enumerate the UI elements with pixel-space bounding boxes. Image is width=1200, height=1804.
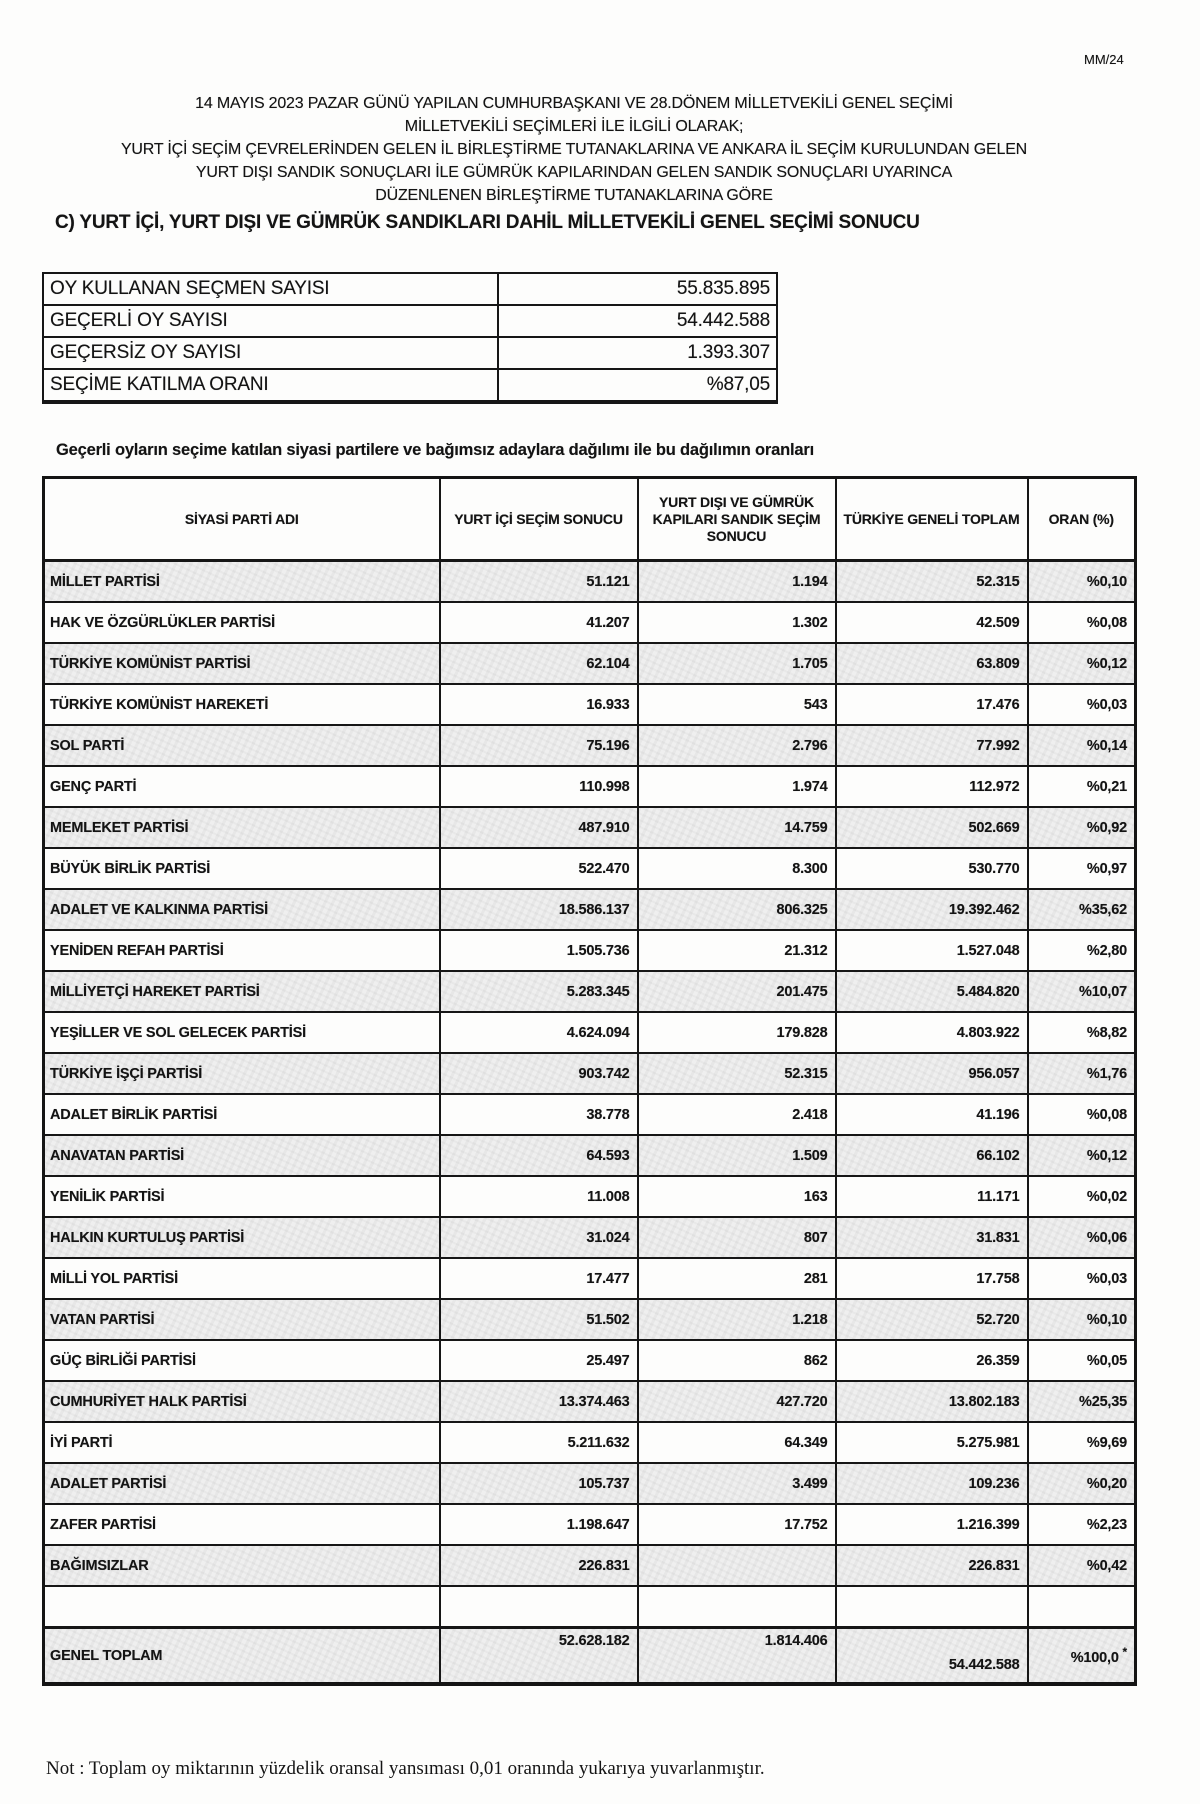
abroad-votes-cell: 14.759: [638, 807, 836, 848]
table-row: [44, 1094, 1136, 1135]
vote-share-cell: %0,12: [1028, 1135, 1136, 1176]
abroad-votes-cell: 17.752: [638, 1504, 836, 1545]
table-row: [44, 684, 1136, 725]
summary-row: [43, 305, 777, 337]
table-row: [44, 1053, 1136, 1094]
domestic-votes-cell: 18.586.137: [440, 889, 638, 930]
table-row: [44, 1217, 1136, 1258]
vote-share-cell: %0,21: [1028, 766, 1136, 807]
abroad-votes-cell: 1.705: [638, 643, 836, 684]
header-line: MİLLETVEKİLİ SEÇİMLERİ İLE İLGİLİ OLARAK;: [404, 118, 744, 135]
vote-share-cell: %0,42: [1028, 1545, 1136, 1586]
total-votes-cell: 1.527.048: [836, 930, 1028, 971]
vote-share-cell: %0,14: [1028, 725, 1136, 766]
section-c-title: C) YURT İÇİ, YURT DIŞI VE GÜMRÜK SANDIKLARI DAHİL MİLLETVEKİLİ GENEL SEÇİMİ SONUCU: [55, 212, 920, 233]
party-name-cell: MEMLEKET PARTİSİ: [44, 807, 440, 848]
domestic-votes-cell: 62.104: [440, 643, 638, 684]
grand-total-total: 54.442.588: [836, 1628, 1028, 1685]
domestic-votes-cell: 41.207: [440, 602, 638, 643]
total-votes-cell: 66.102: [836, 1135, 1028, 1176]
total-votes-cell: 52.720: [836, 1299, 1028, 1340]
empty-cell: [1028, 1586, 1136, 1628]
summary-row-label: GEÇERSİZ OY SAYISI: [43, 337, 498, 369]
party-name-cell: MİLLİ YOL PARTİSİ: [44, 1258, 440, 1299]
total-votes-cell: 19.392.462: [836, 889, 1028, 930]
table-row: [44, 1545, 1136, 1586]
abroad-votes-cell: 2.796: [638, 725, 836, 766]
vote-share-cell: %0,10: [1028, 561, 1136, 603]
domestic-votes-cell: 38.778: [440, 1094, 638, 1135]
domestic-votes-cell: 487.910: [440, 807, 638, 848]
grand-total-row: [44, 1628, 1136, 1685]
party-name-cell: SOL PARTİ: [44, 725, 440, 766]
grand-total-abroad: 1.814.406: [638, 1628, 836, 1685]
summary-row-label: SEÇİME KATILMA ORANI: [43, 369, 498, 402]
total-votes-cell: 63.809: [836, 643, 1028, 684]
summary-row: [43, 337, 777, 369]
vote-share-cell: %0,97: [1028, 848, 1136, 889]
abroad-votes-cell: 1.974: [638, 766, 836, 807]
party-name-cell: GENÇ PARTİ: [44, 766, 440, 807]
table-row: [44, 1463, 1136, 1504]
vote-share-cell: %0,92: [1028, 807, 1136, 848]
party-name-cell: TÜRKİYE KOMÜNİST HAREKETİ: [44, 684, 440, 725]
domestic-votes-cell: 16.933: [440, 684, 638, 725]
domestic-votes-cell: 64.593: [440, 1135, 638, 1176]
summary-row-value: 54.442.588: [498, 305, 777, 337]
total-votes-cell: 502.669: [836, 807, 1028, 848]
header-line: YURT İÇİ SEÇİM ÇEVRELERİNDEN GELEN İL BİRLEŞTİRME TUTANAKLARINA VE ANKARA İL SEÇİM KURULUNDAN GELEN: [120, 141, 1028, 158]
total-votes-cell: 226.831: [836, 1545, 1028, 1586]
total-votes-cell: 17.476: [836, 684, 1028, 725]
form-code: MM/24: [1084, 52, 1124, 67]
party-name-cell: HAK VE ÖZGÜRLÜKLER PARTİSİ: [44, 602, 440, 643]
abroad-votes-cell: [638, 1545, 836, 1586]
total-votes-cell: 13.802.183: [836, 1381, 1028, 1422]
footnote: Not : Toplam oy miktarının yüzdelik oransal yansıması 0,01 oranında yukarıya yuvarlanmıştır.: [46, 1758, 765, 1779]
domestic-votes-cell: 110.998: [440, 766, 638, 807]
vote-share-cell: %1,76: [1028, 1053, 1136, 1094]
header-line: DÜZENLENEN BİRLEŞTİRME TUTANAKLARINA GÖRE: [375, 187, 773, 204]
party-name-cell: GÜÇ BİRLİĞİ PARTİSİ: [44, 1340, 440, 1381]
column-header-party: SİYASİ PARTİ ADI: [44, 478, 440, 561]
table-row: [44, 848, 1136, 889]
empty-cell: [836, 1586, 1028, 1628]
total-votes-cell: 17.758: [836, 1258, 1028, 1299]
table-row: [44, 1381, 1136, 1422]
abroad-votes-cell: 52.315: [638, 1053, 836, 1094]
abroad-votes-cell: 8.300: [638, 848, 836, 889]
empty-cell: [440, 1586, 638, 1628]
total-votes-cell: 77.992: [836, 725, 1028, 766]
table-row: [44, 561, 1136, 603]
domestic-votes-cell: 11.008: [440, 1176, 638, 1217]
table-row: [44, 1340, 1136, 1381]
vote-share-cell: %0,03: [1028, 684, 1136, 725]
total-votes-cell: 956.057: [836, 1053, 1028, 1094]
party-name-cell: HALKIN KURTULUŞ PARTİSİ: [44, 1217, 440, 1258]
domestic-votes-cell: 25.497: [440, 1340, 638, 1381]
abroad-votes-cell: 1.218: [638, 1299, 836, 1340]
table-row: [44, 889, 1136, 930]
column-header-oran: ORAN (%): [1028, 478, 1136, 561]
party-name-cell: TÜRKİYE KOMÜNİST PARTİSİ: [44, 643, 440, 684]
results-table-head: [44, 478, 1136, 561]
domestic-votes-cell: 5.283.345: [440, 971, 638, 1012]
summary-row: [43, 273, 777, 305]
abroad-votes-cell: 427.720: [638, 1381, 836, 1422]
party-name-cell: İYİ PARTİ: [44, 1422, 440, 1463]
summary-row: [43, 369, 777, 402]
column-header-abroad: YURT DIŞI VE GÜMRÜK KAPILARI SANDIK SEÇİM SONUCU: [638, 478, 836, 561]
abroad-votes-cell: 1.194: [638, 561, 836, 603]
total-votes-cell: 52.315: [836, 561, 1028, 603]
abroad-votes-cell: 163: [638, 1176, 836, 1217]
abroad-votes-cell: 543: [638, 684, 836, 725]
table-row: [44, 1176, 1136, 1217]
vote-share-cell: %8,82: [1028, 1012, 1136, 1053]
vote-share-cell: %2,80: [1028, 930, 1136, 971]
table-row: [44, 807, 1136, 848]
table-row: [44, 766, 1136, 807]
vote-share-cell: %0,08: [1028, 1094, 1136, 1135]
table-row: [44, 930, 1136, 971]
summary-table-body: [43, 273, 777, 402]
grand-total-domestic: 52.628.182: [440, 1628, 638, 1685]
vote-share-cell: %0,20: [1028, 1463, 1136, 1504]
total-votes-cell: 26.359: [836, 1340, 1028, 1381]
header-line: 14 MAYIS 2023 PAZAR GÜNÜ YAPILAN CUMHURBAŞKANI VE 28.DÖNEM MİLLETVEKİLİ GENEL SEÇİMİ: [195, 95, 953, 112]
vote-share-cell: %35,62: [1028, 889, 1136, 930]
vote-share-cell: %0,08: [1028, 602, 1136, 643]
domestic-votes-cell: 1.198.647: [440, 1504, 638, 1545]
total-votes-cell: 109.236: [836, 1463, 1028, 1504]
vote-share-cell: %0,10: [1028, 1299, 1136, 1340]
summary-row-label: OY KULLANAN SEÇMEN SAYISI: [43, 273, 498, 305]
party-name-cell: ADALET BİRLİK PARTİSİ: [44, 1094, 440, 1135]
domestic-votes-cell: 4.624.094: [440, 1012, 638, 1053]
total-votes-cell: 42.509: [836, 602, 1028, 643]
document-header: [0, 92, 1148, 207]
column-header-total: TÜRKİYE GENELİ TOPLAM: [836, 478, 1028, 561]
vote-share-cell: %9,69: [1028, 1422, 1136, 1463]
summary-table: [42, 272, 778, 404]
domestic-votes-cell: 105.737: [440, 1463, 638, 1504]
vote-share-cell: %2,23: [1028, 1504, 1136, 1545]
party-name-cell: VATAN PARTİSİ: [44, 1299, 440, 1340]
empty-cell: [44, 1586, 440, 1628]
total-votes-cell: 31.831: [836, 1217, 1028, 1258]
domestic-votes-cell: 1.505.736: [440, 930, 638, 971]
party-name-cell: YEŞİLLER VE SOL GELECEK PARTİSİ: [44, 1012, 440, 1053]
abroad-votes-cell: 806.325: [638, 889, 836, 930]
abroad-votes-cell: 1.302: [638, 602, 836, 643]
total-votes-cell: 4.803.922: [836, 1012, 1028, 1053]
header-row: [44, 478, 1136, 561]
summary-row-value: %87,05: [498, 369, 777, 402]
summary-row-value: 55.835.895: [498, 273, 777, 305]
table-row: [44, 602, 1136, 643]
table-row: [44, 1258, 1136, 1299]
table-row: [44, 643, 1136, 684]
total-votes-cell: 530.770: [836, 848, 1028, 889]
total-votes-cell: 5.484.820: [836, 971, 1028, 1012]
total-votes-cell: 5.275.981: [836, 1422, 1028, 1463]
domestic-votes-cell: 51.121: [440, 561, 638, 603]
table-row: [44, 725, 1136, 766]
abroad-votes-cell: 3.499: [638, 1463, 836, 1504]
abroad-votes-cell: 1.509: [638, 1135, 836, 1176]
abroad-votes-cell: 2.418: [638, 1094, 836, 1135]
domestic-votes-cell: 17.477: [440, 1258, 638, 1299]
party-name-cell: ANAVATAN PARTİSİ: [44, 1135, 440, 1176]
total-votes-cell: 11.171: [836, 1176, 1028, 1217]
domestic-votes-cell: 75.196: [440, 725, 638, 766]
footnote-asterisk: *: [1122, 1645, 1127, 1660]
summary-row-value: 1.393.307: [498, 337, 777, 369]
domestic-votes-cell: 51.502: [440, 1299, 638, 1340]
abroad-votes-cell: 281: [638, 1258, 836, 1299]
party-name-cell: YENİDEN REFAH PARTİSİ: [44, 930, 440, 971]
domestic-votes-cell: 522.470: [440, 848, 638, 889]
summary-row-label: GEÇERLİ OY SAYISI: [43, 305, 498, 337]
total-votes-cell: 112.972: [836, 766, 1028, 807]
domestic-votes-cell: 226.831: [440, 1545, 638, 1586]
party-name-cell: MİLLET PARTİSİ: [44, 561, 440, 603]
vote-share-cell: %0,06: [1028, 1217, 1136, 1258]
header-line: YURT DIŞI SANDIK SONUÇLARI İLE GÜMRÜK KAPILARINDAN GELEN SANDIK SONUÇLARI UYARINCA: [195, 164, 953, 181]
vote-share-cell: %0,12: [1028, 643, 1136, 684]
column-header-domestic: YURT İÇİ SEÇİM SONUCU: [440, 478, 638, 561]
abroad-votes-cell: 807: [638, 1217, 836, 1258]
abroad-votes-cell: 21.312: [638, 930, 836, 971]
empty-cell: [638, 1586, 836, 1628]
party-name-cell: ZAFER PARTİSİ: [44, 1504, 440, 1545]
table-row: [44, 1135, 1136, 1176]
vote-share-cell: %0,05: [1028, 1340, 1136, 1381]
table-row: [44, 1299, 1136, 1340]
abroad-votes-cell: 64.349: [638, 1422, 836, 1463]
results-table-body: [44, 561, 1136, 1685]
abroad-votes-cell: 201.475: [638, 971, 836, 1012]
total-votes-cell: 41.196: [836, 1094, 1028, 1135]
party-name-cell: YENİLİK PARTİSİ: [44, 1176, 440, 1217]
party-name-cell: TÜRKİYE İŞÇİ PARTİSİ: [44, 1053, 440, 1094]
vote-share-cell: %25,35: [1028, 1381, 1136, 1422]
vote-share-cell: %0,02: [1028, 1176, 1136, 1217]
abroad-votes-cell: 179.828: [638, 1012, 836, 1053]
results-table-caption: Geçerli oyların seçime katılan siyasi partilere ve bağımsız adaylara dağılımı ile bu dağılımın oranları: [56, 441, 814, 459]
abroad-votes-cell: 862: [638, 1340, 836, 1381]
empty-row: [44, 1586, 1136, 1628]
table-row: [44, 1504, 1136, 1545]
total-votes-cell: 1.216.399: [836, 1504, 1028, 1545]
vote-share-cell: %10,07: [1028, 971, 1136, 1012]
table-row: [44, 1012, 1136, 1053]
party-name-cell: BAĞIMSIZLAR: [44, 1545, 440, 1586]
table-row: [44, 1422, 1136, 1463]
domestic-votes-cell: 5.211.632: [440, 1422, 638, 1463]
domestic-votes-cell: 13.374.463: [440, 1381, 638, 1422]
grand-total-share: %100,0 *: [1028, 1628, 1136, 1685]
party-name-cell: MİLLİYETÇİ HAREKET PARTİSİ: [44, 971, 440, 1012]
domestic-votes-cell: 31.024: [440, 1217, 638, 1258]
party-name-cell: BÜYÜK BİRLİK PARTİSİ: [44, 848, 440, 889]
grand-total-label: GENEL TOPLAM: [44, 1628, 440, 1685]
domestic-votes-cell: 903.742: [440, 1053, 638, 1094]
table-row: [44, 971, 1136, 1012]
results-table: [42, 476, 1137, 1686]
vote-share-cell: %0,03: [1028, 1258, 1136, 1299]
party-name-cell: ADALET PARTİSİ: [44, 1463, 440, 1504]
party-name-cell: CUMHURİYET HALK PARTİSİ: [44, 1381, 440, 1422]
party-name-cell: ADALET VE KALKINMA PARTİSİ: [44, 889, 440, 930]
